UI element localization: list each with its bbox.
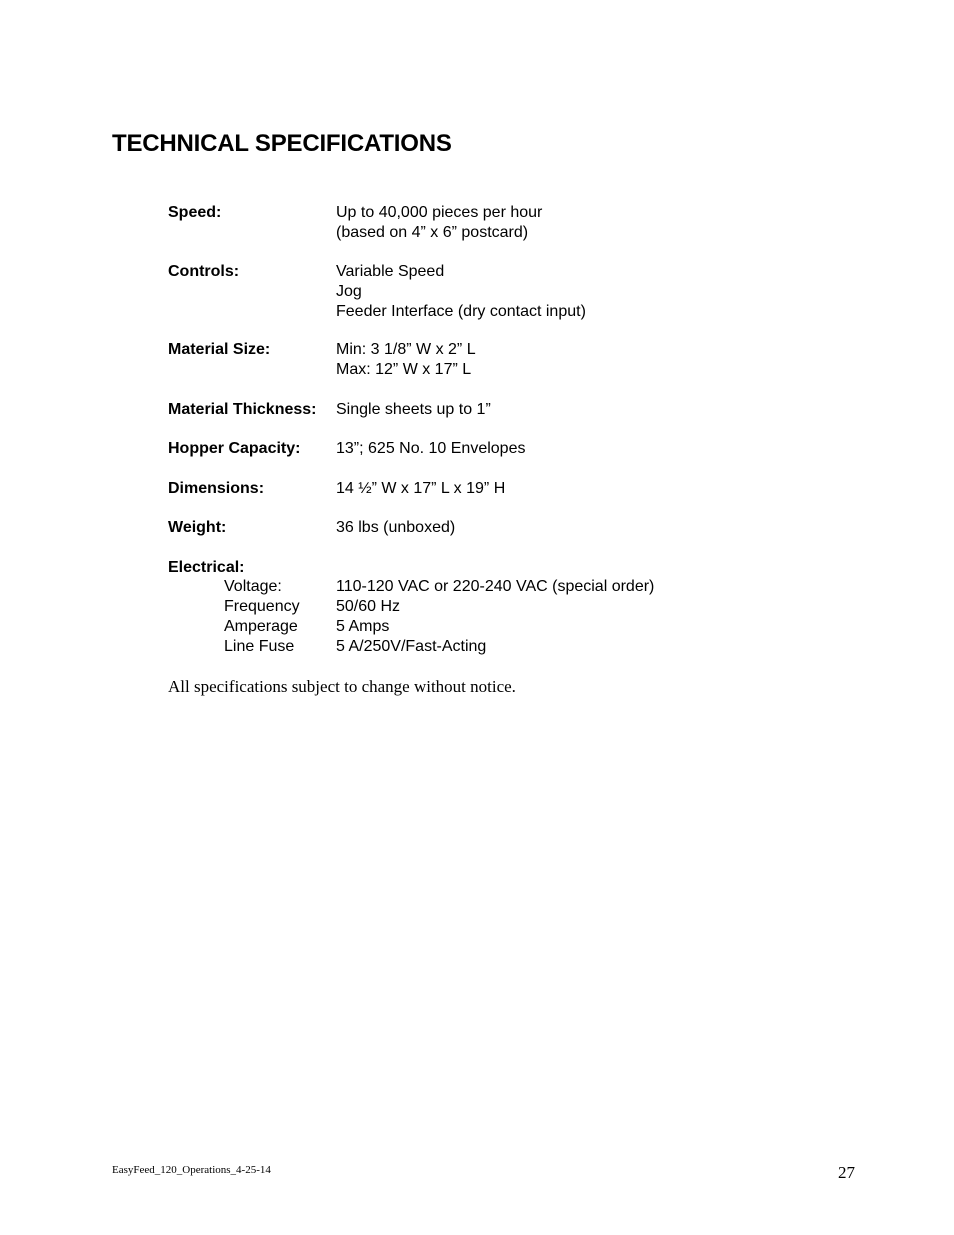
spec-value: Jog [336, 283, 362, 300]
spec-value: 13”; 625 No. 10 Envelopes [336, 440, 526, 457]
spec-values-weight [336, 518, 455, 538]
spec-label-hopper-capacity: Hopper Capacity: [168, 440, 301, 457]
spec-values-material-size [336, 340, 476, 380]
electrical-item-label: Frequency [224, 598, 300, 615]
spec-value: Feeder Interface (dry contact input) [336, 303, 586, 320]
spec-values-hopper-capacity [336, 439, 525, 459]
spec-label-weight: Weight: [168, 519, 227, 536]
footer-document-id: EasyFeed_120_Operations_4-25-14 [112, 1164, 271, 1176]
page-title: TECHNICAL SPECIFICATIONS [112, 130, 452, 157]
electrical-item-label: Amperage [224, 618, 298, 635]
page-number: 27 [838, 1163, 855, 1182]
electrical-item-label: Voltage: [224, 578, 282, 595]
spec-value: (based on 4” x 6” postcard) [336, 224, 529, 241]
spec-label-material-size: Material Size: [168, 341, 271, 358]
spec-label-electrical: Electrical: [168, 559, 245, 576]
electrical-item-value: 5 Amps [336, 618, 390, 635]
spec-value: Up to 40,000 pieces per hour [336, 204, 543, 221]
spec-values-dimensions [336, 479, 505, 499]
spec-values-material-thickness [336, 400, 491, 420]
spec-value: 14 ½” W x 17” L x 19” H [336, 480, 506, 497]
spec-value: Min: 3 1/8” W x 2” L [336, 341, 476, 358]
spec-value: 36 lbs (unboxed) [336, 519, 456, 536]
spec-label-speed: Speed: [168, 204, 222, 221]
electrical-item-label: Line Fuse [224, 638, 295, 655]
spec-label-material-thickness: Material Thickness: [168, 401, 317, 418]
spec-values-controls [336, 262, 586, 322]
spec-value: Variable Speed [336, 263, 445, 280]
electrical-item-value: 50/60 Hz [336, 598, 401, 615]
spec-label-controls: Controls: [168, 263, 240, 280]
specifications-note: All specifications subject to change without notice. [168, 677, 516, 696]
spec-value: Max: 12” W x 17” L [336, 361, 472, 378]
spec-values-speed [336, 203, 542, 243]
electrical-item-value: 5 A/250V/Fast-Acting [336, 638, 487, 655]
spec-label-dimensions: Dimensions: [168, 480, 265, 497]
spec-value: Single sheets up to 1” [336, 401, 491, 418]
electrical-item-value: 110-120 VAC or 220-240 VAC (special order) [336, 578, 655, 595]
